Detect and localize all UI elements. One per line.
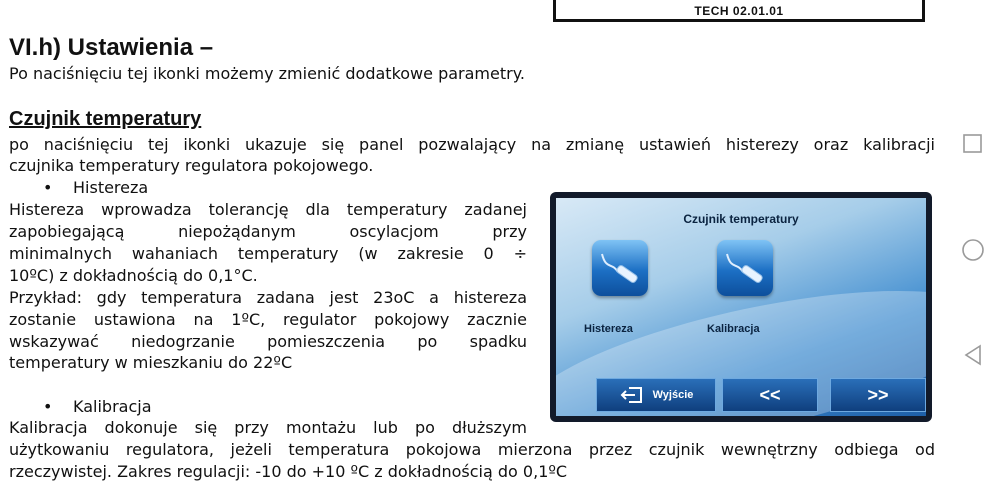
circle-icon[interactable] <box>961 238 985 262</box>
histereza-line: Przykład: gdy temperatura zadana jest 23oC a histereza <box>9 288 527 307</box>
kalibracja-tile-button[interactable] <box>717 240 773 296</box>
back-triangle-icon[interactable] <box>962 343 984 367</box>
kalibracja-line-1: Kalibracja dokonuje się przy montażu lub po dłuższym <box>9 418 527 437</box>
subsection-title: Czujnik temperatury <box>9 108 202 130</box>
histereza-line: temperatury w mieszkaniu do 22ºC <box>9 353 293 372</box>
histereza-label: Histereza <box>73 178 149 197</box>
sensor-probe-icon <box>717 240 773 296</box>
next-button[interactable]: >> <box>830 378 926 412</box>
kalibracja-tile-label: Kalibracja <box>707 323 760 335</box>
exit-button-label: Wyjście <box>652 389 694 401</box>
histereza-line: minimalnych wahaniach temperatury (w zakresie 0 ÷ <box>9 244 527 263</box>
bullet-histereza: • <box>43 178 53 197</box>
subsection-line-1: po naciśnięciu tej ikonki ukazuje się panel pozwalający na zmianę ustawień histerezy oraz kalibracji <box>9 135 935 154</box>
device-screen-image <box>550 192 932 422</box>
histereza-line: wskazywać niedogrzanie pomieszczenia po spadku <box>9 332 527 351</box>
kalibracja-line-3: rzeczywistej. Zakres regulacji: -10 do +10 ºC z dokładnością do 0,1ºC <box>9 462 568 481</box>
device-screen <box>556 198 926 416</box>
sensor-probe-icon <box>592 240 648 296</box>
histereza-line: Histereza wprowadza tolerancję dla temperatury zadanej <box>9 200 527 219</box>
exit-icon <box>619 385 645 405</box>
kalibracja-line-2: użytkowaniu regulatora, jeżeli temperatura pokojowa mierzona przez czujnik wewnętrzny odbiega od <box>9 440 935 459</box>
histereza-tile-label: Histereza <box>584 323 633 335</box>
section-title: VI.h) Ustawienia – <box>9 34 214 61</box>
previous-button[interactable]: << <box>722 378 818 412</box>
document-code-header: TECH 02.01.01 <box>553 0 925 22</box>
square-icon[interactable] <box>962 133 984 155</box>
device-screen-title: Czujnik temperatury <box>683 212 799 226</box>
subsection-line-2: czujnika temperatury regulatora pokojowego. <box>9 156 374 175</box>
histereza-line: zostanie ustawiona na 1ºC, regulator pokojowy zacznie <box>9 310 527 329</box>
section-intro: Po naciśnięciu tej ikonki możemy zmienić dodatkowe parametry. <box>9 64 525 83</box>
kalibracja-label: Kalibracja <box>73 397 152 416</box>
histereza-tile-button[interactable] <box>592 240 648 296</box>
bullet-kalibracja: • <box>43 397 53 416</box>
histereza-line: zapobiegającą niepożądanym oscylacjom przy <box>9 222 527 241</box>
histereza-line: 10ºC) z dokładnością do 0,1°C. <box>9 266 258 285</box>
exit-button[interactable] <box>596 378 716 412</box>
